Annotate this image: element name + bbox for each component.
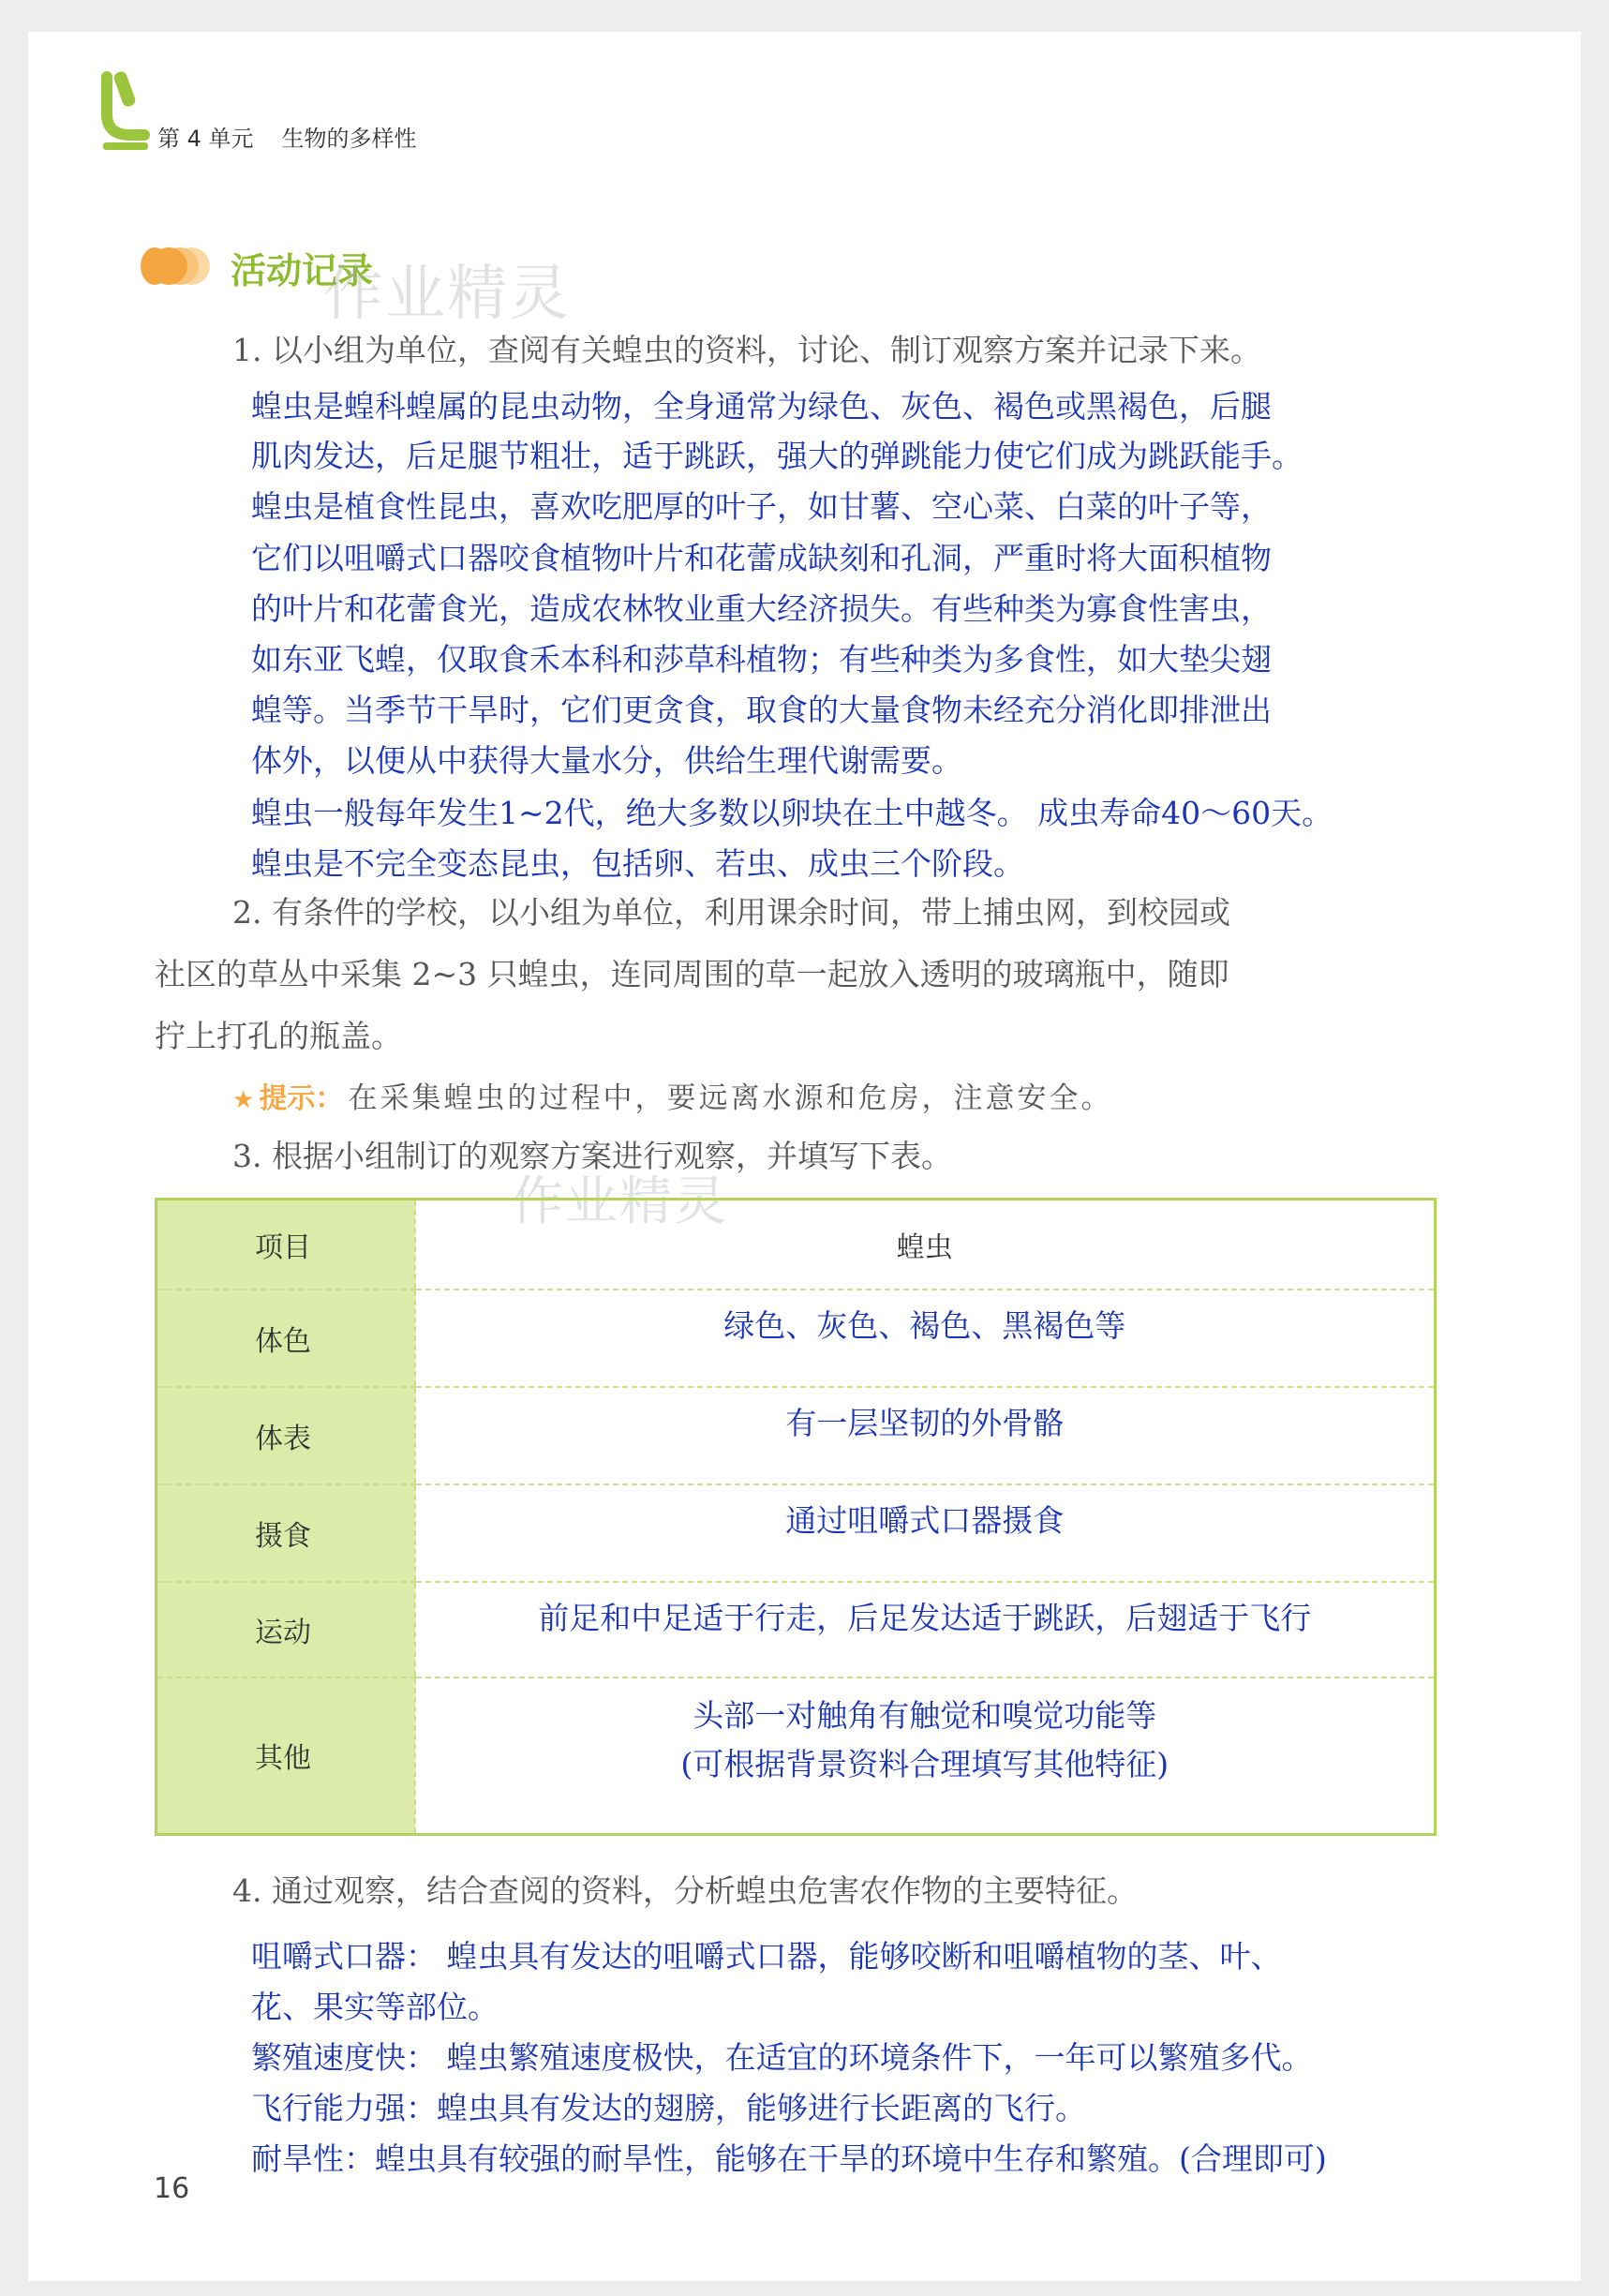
row-value — [415, 1677, 1436, 1835]
answer-line: 繁殖速度快： 蝗虫繁殖速度极快，在适宜的环境条件下，一年可以繁殖多代。 — [251, 2039, 1313, 2076]
tip-text: 在采集蝗虫的过程中，要远离水源和危房，注意安全。 — [348, 1081, 1113, 1115]
table-row — [156, 1677, 1436, 1835]
answer-line: 蝗等。当季节干旱时，它们更贪食，取食的大量食物未经充分消化即排泄出 — [251, 692, 1272, 728]
answer-line: 体外，以便从中获得大量水分，供给生理代谢需要。 — [251, 742, 962, 779]
question-2-line: 2. 有条件的学校，以小组为单位，利用课余时间，带上捕虫网，到校园或 — [232, 894, 1230, 931]
question-1: 1. 以小组为单位，查阅有关蝗虫的资料，讨论、制订观察方案并记录下来。 — [232, 332, 1261, 368]
question-2-line: 社区的草丛中采集 2~3 只蝗虫，连同周围的草一起放入透明的玻璃瓶中，随即 — [155, 956, 1229, 992]
answer-line: 蝗虫是不完全变态昆虫，包括卵、若虫、成虫三个阶段。 — [251, 845, 1024, 882]
row-value-line: (可根据背景资料合理填写其他特征) — [680, 1745, 1170, 1782]
row-value: 有一层坚韧的外骨骼 — [415, 1387, 1436, 1484]
section-badge-icon — [141, 246, 216, 287]
answer-line: 它们以咀嚼式口器咬食植物叶片和花蕾成缺刻和孔洞，严重时将大面积植物 — [251, 540, 1272, 576]
tip-label: 提示： — [259, 1082, 344, 1115]
table-header-row — [156, 1200, 1436, 1290]
row-value: 前足和中足适于行走，后足发达适于跳跃，后翅适于飞行 — [415, 1582, 1436, 1677]
answer-line: 蝗虫是蝗科蝗属的昆虫动物，全身通常为绿色、灰色、褐色或黑褐色，后腿 — [251, 388, 1272, 425]
page-number: 16 — [154, 2172, 190, 2205]
row-label: 运动 — [156, 1582, 415, 1677]
table-row — [156, 1484, 1436, 1582]
answer-line: 花、果实等部位。 — [251, 1989, 499, 2025]
microscope-icon — [97, 67, 154, 152]
row-label: 体色 — [156, 1290, 415, 1387]
row-value-line: 头部一对触角有触觉和嗅觉功能等 — [693, 1696, 1157, 1734]
question-2-line: 拧上打孔的瓶盖。 — [155, 1018, 402, 1054]
answer-line: 飞行能力强：蝗虫具有发达的翅膀，能够进行长距离的飞行。 — [251, 2090, 1086, 2126]
answer-line: 的叶片和花蕾食光，造成农林牧业重大经济损失。有些种类为寡食性害虫， — [251, 590, 1272, 627]
answer-line: 咀嚼式口器： 蝗虫具有发达的咀嚼式口器，能够咬断和咀嚼植物的茎、叶、 — [251, 1938, 1282, 1975]
question-4: 4. 通过观察，结合查阅的资料，分析蝗虫危害农作物的主要特征。 — [232, 1872, 1138, 1909]
watermark: 作业精灵 — [511, 1171, 728, 1232]
row-label: 摄食 — [156, 1484, 415, 1582]
row-label: 体表 — [156, 1387, 415, 1484]
header-unit: 第 4 单元 生物的多样性 — [157, 126, 417, 152]
answer-line: 耐旱性：蝗虫具有较强的耐旱性，能够在干旱的环境中生存和繁殖。(合理即可) — [251, 2140, 1327, 2177]
table-row — [156, 1582, 1436, 1677]
table-header-value: 蝗虫 — [415, 1200, 1436, 1290]
table-row — [156, 1387, 1436, 1484]
answer-line: 肌肉发达，后足腿节粗壮，适于跳跃，强大的弹跳能力使它们成为跳跃能手。 — [251, 438, 1303, 474]
row-label: 其他 — [156, 1677, 415, 1835]
section-title: 活动记录 — [231, 250, 374, 291]
row-value: 通过咀嚼式口器摄食 — [415, 1484, 1436, 1582]
question-3: 3. 根据小组制订的观察方案进行观察，并填写下表。 — [232, 1138, 952, 1174]
answer-line: 蝗虫一般每年发生1~2代，绝大多数以卵块在土中越冬。 成虫寿命40～60天。 — [251, 795, 1333, 831]
answer-line: 蝗虫是植食性昆虫，喜欢吃肥厚的叶子，如甘薯、空心菜、白菜的叶子等， — [251, 488, 1272, 525]
star-icon: ★ — [232, 1086, 255, 1114]
answer-line: 如东亚飞蝗，仅取食禾本科和莎草科植物；有些种类为多食性，如大垫尖翅 — [251, 641, 1272, 678]
row-value: 绿色、灰色、褐色、黑褐色等 — [415, 1290, 1436, 1387]
watermark: 作业精灵 — [323, 260, 571, 329]
observation-table — [155, 1198, 1437, 1836]
tip — [232, 1074, 1113, 1116]
table-row — [156, 1290, 1436, 1387]
table-header-label: 项目 — [156, 1200, 415, 1290]
